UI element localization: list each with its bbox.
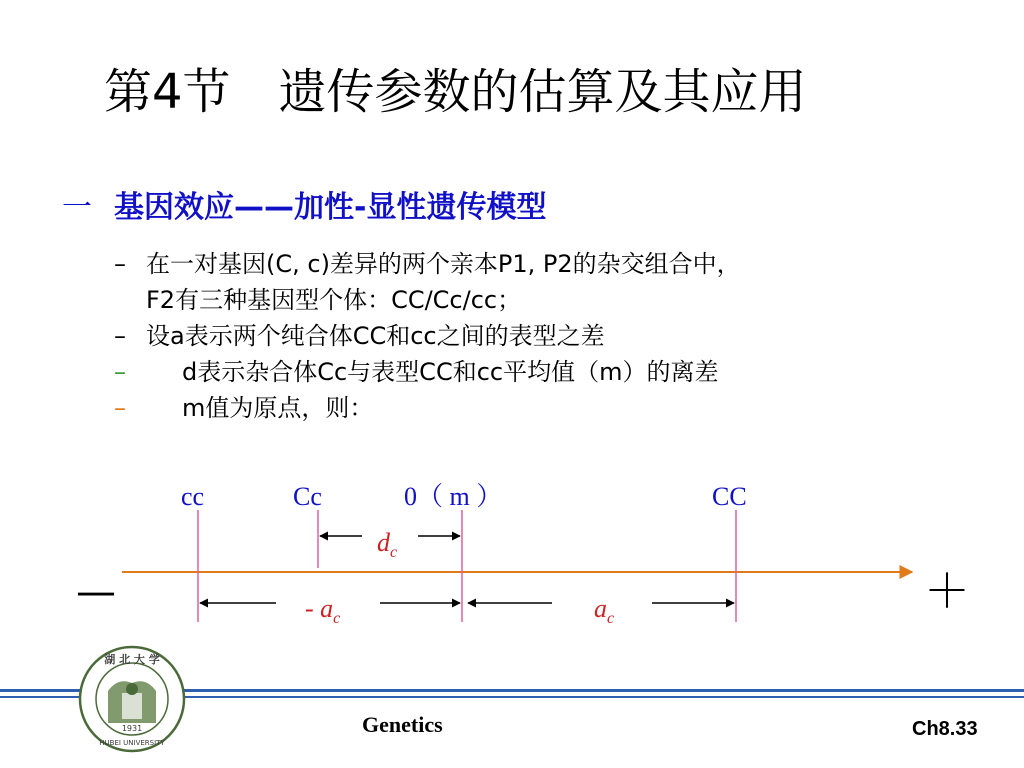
seal-title-text: 湖 北 大 学 [104, 653, 160, 666]
bullet-dash: – [114, 394, 126, 422]
course-name: Genetics [362, 712, 443, 737]
label-neg-a-main: a [320, 594, 334, 623]
bullet-list [114, 246, 994, 426]
label-a-main: a [594, 594, 607, 623]
bullet-text: 在一对基因(C, c)差异的两个亲本P1, P2的杂交组合中， [146, 250, 741, 278]
label-d-main: d [377, 528, 390, 557]
bullet-text-continued: F2有三种基因型个体：CC/Cc/cc； [146, 286, 522, 314]
label-a-sub: c [607, 610, 615, 627]
label-origin: 0（ m ） [404, 482, 503, 511]
bullet-item [114, 354, 994, 390]
plus-sign: ＋ [924, 564, 970, 618]
bullet-text: d表示杂合体Cc与表型CC和cc平均值（m）的离差 [182, 358, 719, 386]
slide-title: 第4节 遗传参数的估算及其应用 [104, 64, 807, 120]
bullet-item [114, 318, 994, 354]
bullet-text: m值为原点，则： [182, 394, 374, 422]
diagram-lines [0, 470, 1024, 650]
minus-sign: — [76, 569, 116, 615]
bullet-dash: – [114, 358, 126, 386]
genetic-effect-diagram [0, 470, 1024, 650]
bullet-item [114, 246, 994, 318]
bullet-dash: – [114, 322, 126, 350]
label-CC: CC [712, 482, 747, 511]
bullet-item [114, 390, 994, 426]
section-number: 一 [62, 190, 92, 225]
label-Cc: Cc [293, 482, 322, 511]
section-heading [62, 188, 546, 228]
section-heading-text: 基因效应——加性-显性遗传模型 [114, 190, 547, 225]
label-d-sub: c [390, 544, 398, 561]
page-number: Ch8.33 [912, 718, 978, 740]
seal-name-text: HUBEI UNIVERSITY [99, 739, 165, 747]
label-neg-a-prefix: - [305, 594, 321, 623]
label-cc: cc [181, 482, 205, 511]
bullet-dash: – [114, 250, 126, 278]
label-neg-a-sub: c [333, 610, 341, 627]
university-seal-logo [78, 643, 186, 755]
seal-year-text: 1931 [121, 724, 143, 733]
bullet-text: 设a表示两个纯合体CC和cc之间的表型之差 [146, 322, 605, 350]
